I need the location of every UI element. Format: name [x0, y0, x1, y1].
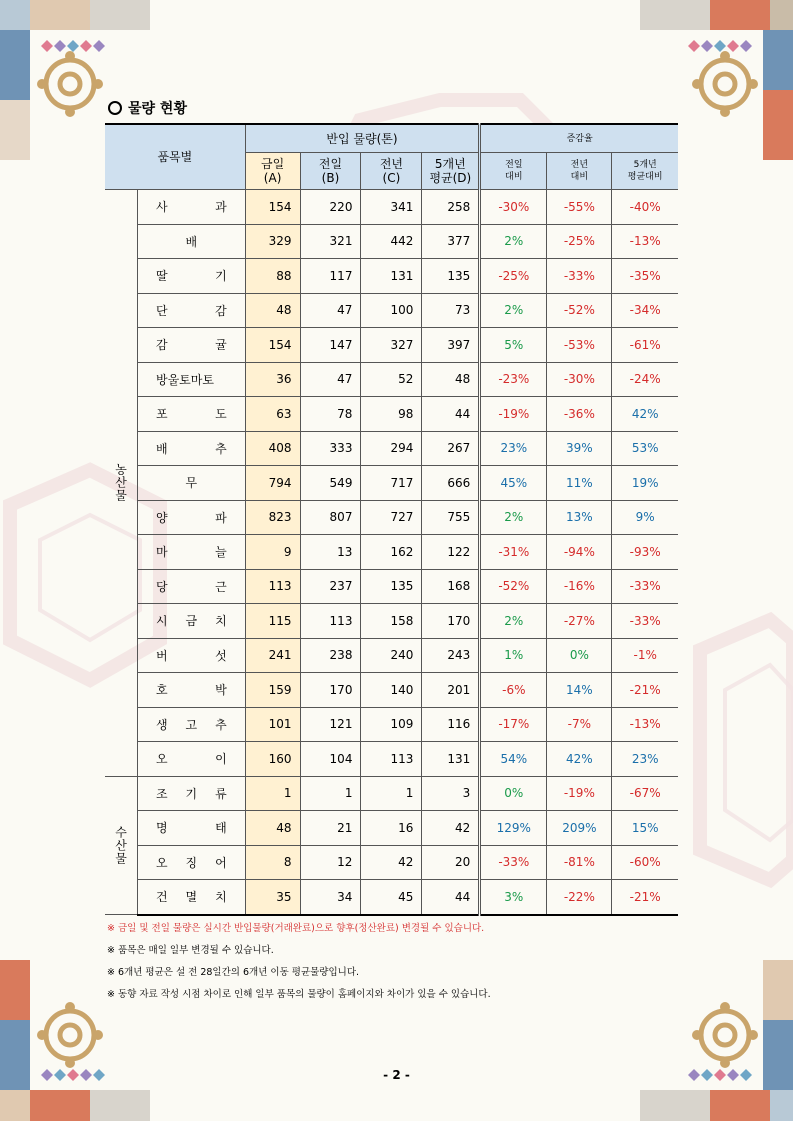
value-c: 327 — [361, 328, 422, 363]
change-g: 15% — [612, 811, 678, 846]
value-a: 115 — [245, 604, 300, 639]
item-name: 버 섯 — [138, 638, 246, 673]
change-f: -55% — [547, 190, 612, 225]
value-a: 101 — [245, 707, 300, 742]
item-name: 배 — [138, 224, 246, 259]
change-g: 42% — [612, 397, 678, 432]
change-f: 11% — [547, 466, 612, 501]
value-c: 113 — [361, 742, 422, 777]
category-agri: 농산물 — [105, 190, 138, 777]
change-e: 1% — [480, 638, 547, 673]
table-row — [105, 328, 678, 363]
change-g: -61% — [612, 328, 678, 363]
value-c: 98 — [361, 397, 422, 432]
col-prevyear-header: 전년 (C) — [361, 153, 422, 190]
item-name: 양 파 — [138, 500, 246, 535]
value-d: 3 — [422, 776, 480, 811]
item-name: 당 근 — [138, 569, 246, 604]
table-row — [105, 845, 678, 880]
value-b: 807 — [300, 500, 361, 535]
change-g: -13% — [612, 707, 678, 742]
item-name: 방울토마토 — [138, 362, 246, 397]
value-c: 42 — [361, 845, 422, 880]
item-name: 무 — [138, 466, 246, 501]
value-b: 549 — [300, 466, 361, 501]
value-d: 48 — [422, 362, 480, 397]
change-f: -7% — [547, 707, 612, 742]
value-b: 121 — [300, 707, 361, 742]
change-e: -19% — [480, 397, 547, 432]
value-b: 321 — [300, 224, 361, 259]
change-e: -31% — [480, 535, 547, 570]
change-f: -33% — [547, 259, 612, 294]
item-header: 품목별 — [105, 124, 245, 190]
table-row — [105, 742, 678, 777]
item-name: 건 멸 치 — [138, 880, 246, 915]
value-a: 823 — [245, 500, 300, 535]
value-a: 113 — [245, 569, 300, 604]
table-row — [105, 362, 678, 397]
value-a: 48 — [245, 811, 300, 846]
value-c: 1 — [361, 776, 422, 811]
value-a: 48 — [245, 293, 300, 328]
change-f: 13% — [547, 500, 612, 535]
col-vs-5yr-header: 5개년 평균대비 — [612, 153, 678, 190]
value-c: 717 — [361, 466, 422, 501]
value-b: 104 — [300, 742, 361, 777]
change-e: -33% — [480, 845, 547, 880]
value-c: 442 — [361, 224, 422, 259]
change-group-header: 증감율 — [480, 124, 678, 153]
value-b: 12 — [300, 845, 361, 880]
item-name: 배 추 — [138, 431, 246, 466]
item-name: 오 이 — [138, 742, 246, 777]
col-vs-prevyear-header: 전년 대비 — [547, 153, 612, 190]
value-b: 21 — [300, 811, 361, 846]
value-c: 727 — [361, 500, 422, 535]
table-row — [105, 604, 678, 639]
table-row — [105, 535, 678, 570]
footnote: ※ 품목은 매일 일부 변경될 수 있습니다. — [107, 945, 274, 956]
change-e: 3% — [480, 880, 547, 915]
value-c: 109 — [361, 707, 422, 742]
value-d: 131 — [422, 742, 480, 777]
item-name: 단 감 — [138, 293, 246, 328]
change-e: 2% — [480, 604, 547, 639]
change-e: -25% — [480, 259, 547, 294]
change-e: -30% — [480, 190, 547, 225]
value-a: 408 — [245, 431, 300, 466]
value-c: 100 — [361, 293, 422, 328]
change-e: 129% — [480, 811, 547, 846]
col-5yr-avg-header: 5개년 평균(D) — [422, 153, 480, 190]
value-d: 122 — [422, 535, 480, 570]
circle-bullet-icon — [108, 101, 122, 115]
change-f: -30% — [547, 362, 612, 397]
change-e: 2% — [480, 224, 547, 259]
change-f: -16% — [547, 569, 612, 604]
value-c: 162 — [361, 535, 422, 570]
change-e: 54% — [480, 742, 547, 777]
item-name: 포 도 — [138, 397, 246, 432]
item-name: 마 늘 — [138, 535, 246, 570]
value-d: 20 — [422, 845, 480, 880]
value-d: 168 — [422, 569, 480, 604]
change-f: 14% — [547, 673, 612, 708]
value-b: 34 — [300, 880, 361, 915]
change-g: -60% — [612, 845, 678, 880]
value-d: 243 — [422, 638, 480, 673]
change-g: -67% — [612, 776, 678, 811]
value-a: 1 — [245, 776, 300, 811]
change-g: 19% — [612, 466, 678, 501]
value-a: 154 — [245, 328, 300, 363]
table-row — [105, 776, 678, 811]
value-b: 237 — [300, 569, 361, 604]
table-row — [105, 466, 678, 501]
change-f: -22% — [547, 880, 612, 915]
item-name: 감 귤 — [138, 328, 246, 363]
value-b: 47 — [300, 293, 361, 328]
value-a: 160 — [245, 742, 300, 777]
change-g: -34% — [612, 293, 678, 328]
page-number: - 2 - — [383, 1068, 410, 1082]
footnotes — [107, 918, 491, 1006]
change-e: 45% — [480, 466, 547, 501]
change-e: 2% — [480, 500, 547, 535]
footnote: ※ 금일 및 전일 물량은 실시간 반입물량(거래완료)으로 향후(정산완료) 변경될 수 있습니다. — [107, 923, 485, 934]
value-a: 794 — [245, 466, 300, 501]
change-f: 42% — [547, 742, 612, 777]
volume-group-header: 반입 물량(톤) — [245, 124, 480, 153]
footnote: ※ 동향 자료 작성 시점 차이로 인해 일부 품목의 물량이 홈페이지와 차이가 있을 수 있습니다. — [107, 989, 491, 1000]
item-name: 딸 기 — [138, 259, 246, 294]
value-b: 333 — [300, 431, 361, 466]
value-b: 117 — [300, 259, 361, 294]
change-f: -52% — [547, 293, 612, 328]
table-row — [105, 811, 678, 846]
change-f: -81% — [547, 845, 612, 880]
item-name: 사 과 — [138, 190, 246, 225]
table-row — [105, 259, 678, 294]
value-a: 8 — [245, 845, 300, 880]
value-c: 135 — [361, 569, 422, 604]
table-row — [105, 500, 678, 535]
col-today-header: 금일 (A) — [245, 153, 300, 190]
table-row — [105, 397, 678, 432]
change-f: 0% — [547, 638, 612, 673]
value-c: 45 — [361, 880, 422, 915]
value-b: 170 — [300, 673, 361, 708]
value-c: 158 — [361, 604, 422, 639]
change-g: -1% — [612, 638, 678, 673]
footnote: ※ 6개년 평균은 설 전 28일간의 6개년 이동 평균물량입니다. — [107, 967, 360, 978]
value-d: 397 — [422, 328, 480, 363]
value-d: 267 — [422, 431, 480, 466]
value-a: 154 — [245, 190, 300, 225]
value-b: 1 — [300, 776, 361, 811]
value-a: 9 — [245, 535, 300, 570]
value-d: 377 — [422, 224, 480, 259]
value-b: 220 — [300, 190, 361, 225]
value-d: 170 — [422, 604, 480, 639]
item-name: 시 금 치 — [138, 604, 246, 639]
value-c: 52 — [361, 362, 422, 397]
value-d: 755 — [422, 500, 480, 535]
value-b: 113 — [300, 604, 361, 639]
value-d: 135 — [422, 259, 480, 294]
change-f: -36% — [547, 397, 612, 432]
table-row — [105, 190, 678, 225]
value-b: 147 — [300, 328, 361, 363]
table-row — [105, 293, 678, 328]
change-g: -40% — [612, 190, 678, 225]
value-c: 140 — [361, 673, 422, 708]
change-e: 2% — [480, 293, 547, 328]
change-g: -93% — [612, 535, 678, 570]
value-a: 159 — [245, 673, 300, 708]
change-f: -27% — [547, 604, 612, 639]
col-vs-prevday-header: 전일 대비 — [480, 153, 547, 190]
change-f: -25% — [547, 224, 612, 259]
table-row — [105, 638, 678, 673]
section-title — [108, 98, 187, 118]
value-b: 78 — [300, 397, 361, 432]
change-f: -53% — [547, 328, 612, 363]
change-g: -24% — [612, 362, 678, 397]
change-f: 39% — [547, 431, 612, 466]
change-g: -13% — [612, 224, 678, 259]
value-d: 258 — [422, 190, 480, 225]
volume-table — [105, 123, 678, 916]
value-d: 116 — [422, 707, 480, 742]
col-prevday-header: 전일 (B) — [300, 153, 361, 190]
value-b: 238 — [300, 638, 361, 673]
item-name: 오 징 어 — [138, 845, 246, 880]
value-a: 63 — [245, 397, 300, 432]
table-row — [105, 880, 678, 915]
change-e: 23% — [480, 431, 547, 466]
change-f: -19% — [547, 776, 612, 811]
table-row — [105, 673, 678, 708]
table-row — [105, 431, 678, 466]
change-g: 9% — [612, 500, 678, 535]
change-e: 5% — [480, 328, 547, 363]
change-f: 209% — [547, 811, 612, 846]
change-g: -33% — [612, 569, 678, 604]
change-f: -94% — [547, 535, 612, 570]
value-a: 88 — [245, 259, 300, 294]
value-a: 329 — [245, 224, 300, 259]
change-e: 0% — [480, 776, 547, 811]
change-e: -23% — [480, 362, 547, 397]
section-title-text: 물량 현황 — [128, 101, 187, 117]
change-g: 53% — [612, 431, 678, 466]
value-a: 36 — [245, 362, 300, 397]
change-e: -6% — [480, 673, 547, 708]
value-b: 47 — [300, 362, 361, 397]
value-a: 241 — [245, 638, 300, 673]
change-g: -21% — [612, 880, 678, 915]
value-c: 294 — [361, 431, 422, 466]
table-row — [105, 569, 678, 604]
item-name: 명 태 — [138, 811, 246, 846]
change-g: 23% — [612, 742, 678, 777]
change-g: -33% — [612, 604, 678, 639]
value-c: 131 — [361, 259, 422, 294]
value-b: 13 — [300, 535, 361, 570]
value-d: 44 — [422, 397, 480, 432]
value-d: 42 — [422, 811, 480, 846]
value-d: 44 — [422, 880, 480, 915]
change-e: -17% — [480, 707, 547, 742]
value-d: 201 — [422, 673, 480, 708]
change-g: -35% — [612, 259, 678, 294]
category-fish: 수산물 — [105, 776, 138, 915]
value-c: 240 — [361, 638, 422, 673]
change-g: -21% — [612, 673, 678, 708]
value-d: 73 — [422, 293, 480, 328]
table-row — [105, 707, 678, 742]
value-d: 666 — [422, 466, 480, 501]
change-e: -52% — [480, 569, 547, 604]
value-c: 341 — [361, 190, 422, 225]
table-row — [105, 224, 678, 259]
value-c: 16 — [361, 811, 422, 846]
value-a: 35 — [245, 880, 300, 915]
item-name: 생 고 추 — [138, 707, 246, 742]
item-name: 조 기 류 — [138, 776, 246, 811]
item-name: 호 박 — [138, 673, 246, 708]
